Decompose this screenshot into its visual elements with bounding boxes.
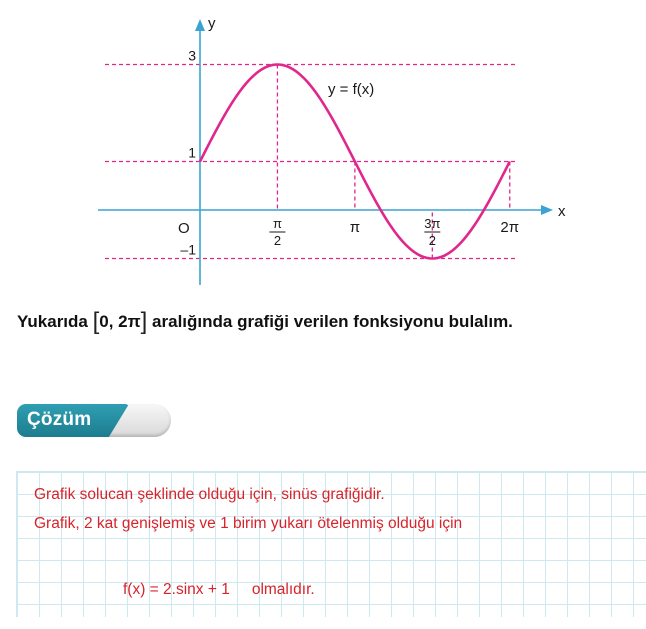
- question-before: Yukarıda: [17, 312, 93, 331]
- x-tick-label: 2π: [500, 219, 520, 236]
- x-tick-label: π: [349, 219, 361, 236]
- solution-line-1: Grafik solucan şeklinde olduğu için, sinüs grafiğidir.: [34, 486, 385, 503]
- y-tick-label: –1: [180, 241, 196, 258]
- solution-line-2: Grafik, 2 kat genişlemiş ve 1 birim yukarı ötelenmiş olduğu için: [34, 515, 463, 532]
- x-tick-numerator: π: [272, 216, 282, 231]
- solution-badge: [17, 404, 171, 437]
- question-text: [17, 308, 637, 335]
- y-axis-arrow-icon: [195, 19, 205, 31]
- solution-formula: f(x) = 2.sinx + 1: [123, 581, 230, 598]
- function-graph: [0, 0, 646, 300]
- solution-formula-suffix: olmalıdır.: [251, 581, 315, 598]
- x-axis-arrow-icon: [541, 205, 553, 215]
- y-axis-label: y: [208, 15, 216, 32]
- bracket-close: ]: [140, 308, 148, 335]
- x-tick-denominator: 2: [273, 233, 282, 248]
- y-tick-label: 1: [188, 144, 196, 161]
- x-tick-denominator: 2: [428, 233, 436, 248]
- badge-label: Çözüm: [27, 409, 92, 430]
- curve-label: y = f(x): [328, 81, 375, 98]
- origin-label: O: [178, 220, 190, 237]
- axes: [98, 19, 553, 285]
- dashed-guides: [105, 65, 518, 259]
- x-tick-numerator: 3π: [424, 216, 441, 231]
- question-interval: 0, 2π: [99, 312, 141, 331]
- solution-formula-line: [123, 581, 315, 599]
- question-after: aralığında grafiği verilen fonksiyonu bulalım.: [147, 312, 513, 331]
- y-tick-label: 3: [188, 47, 196, 64]
- solution-box: [16, 471, 646, 617]
- x-axis-label: x: [558, 203, 566, 220]
- bracket-open: [: [92, 308, 100, 335]
